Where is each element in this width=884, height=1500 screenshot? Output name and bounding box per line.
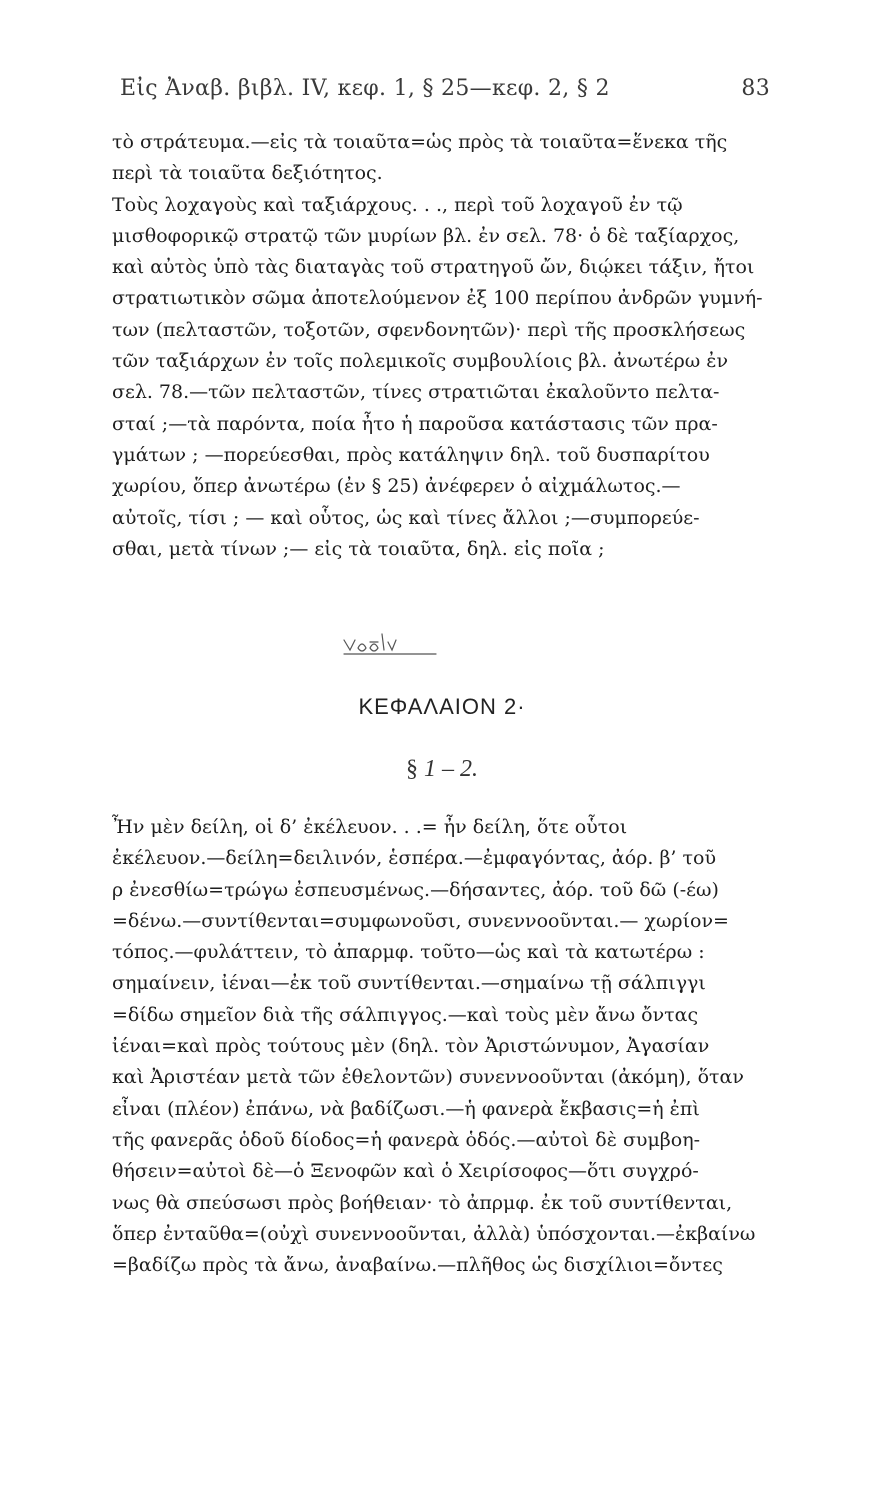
text-line: Ἦν μὲν δείλη, οἱ δ’ ἐκέλευον. . .= ἦν δείλη, ὅτε οὗτοι [112,816,628,838]
text-line: ρ ἐνεσθίω=τρώγω ἐσπευσμένως.—δήσαντες, ἀόρ. τοῦ δῶ (-έω) [112,878,719,901]
text-line: τῆς φανερᾶς ὁδοῦ δίοδος=ἡ φανερὰ ὁδός.—αὐτοὶ δὲ συμβοη- [112,1128,701,1151]
text-line: καὶ Ἀριστέαν μετὰ τῶν ἐθελοντῶν) συνεννοοῦνται (ἀκόμη), ὅταν [112,1066,744,1089]
text-line: σθαι, μετὰ τίνων ;— εἰς τὰ τοιαῦτα, δηλ. εἰς ποῖα ; [112,537,605,560]
text-line: θήσειν=αὐτοὶ δὲ—ὁ Ξενοφῶν καὶ ὁ Χειρίσοφος—ὅτι συγχρό- [112,1160,699,1183]
text-line: ὅπερ ἐνταῦθα=(οὐχὶ συνεννοοῦνται, ἀλλὰ) ὑπόσχονται.—ἐκβαίνω [112,1222,756,1245]
page-number: 83 [741,76,770,101]
text-line: τόπος.—φυλάττειν, τὸ ἀπαρμφ. τοῦτο—ὡς καὶ τὰ κατωτέρω : [112,941,705,964]
text-line: τῶν ταξιάρχων ἐν τοῖς πολεμικοῖς συμβουλίοις βλ. ἀνωτέρω ἐν [112,350,729,373]
text-line: μισθοφορικῷ στρατῷ τῶν μυρίων βλ. ἐν σελ. 78· ὁ δὲ ταξίαρχος, [112,224,740,247]
text-line: =βαδίζω πρὸς τὰ ἄνω, ἀναβαίνω.—πλῆθος ὡς δισχίλιοι=ὄντες [112,1254,723,1277]
section-symbol: § [406,756,418,782]
commentary-block-chapter-2 [112,812,772,1281]
chapter-title: ΚΕΦΑΛΑΙΟΝ 2· [358,694,526,719]
text-line: ἰέναι=καὶ πρὸς τούτους μὲν (δηλ. τὸν Ἀριστώνυμον, Ἀγασίαν [112,1035,710,1058]
text-line: σημαίνειν, ἰέναι—ἐκ τοῦ συντίθενται.—σημαίνω τῇ σάλπιγγι [112,972,706,995]
text-line: περὶ τὰ τοιαῦτα δεξιότητος. [112,162,383,185]
text-line: καὶ αὐτὸς ὑπὸ τὰς διαταγὰς τοῦ στρατηγοῦ ὤν, διῴκει τάξιν, ἤτοι [112,256,755,279]
text-line: νως θὰ σπεύσωσι πρὸς βοήθειαν· τὸ ἀπρμφ. ἐκ τοῦ συντίθενται, [112,1191,733,1214]
text-line: ἐκέλευον.—δείλη=δειλινόν, ἑσπέρα.—ἐμφαγόντας, ἀόρ. β’ τοῦ [112,847,717,870]
running-head-title: Εἰς Ἀναβ. βιβλ. IV, κεφ. 1, § 25—κεφ. 2, § 2 [120,76,610,101]
commentary-block-chapter-1 [112,127,772,565]
text-line: =δίδω σημεῖον διὰ τῆς σάλπιγγος.—καὶ τοὺς μὲν ἄνω ὄντας [112,1003,699,1026]
section-title [0,756,884,783]
text-line: σταί ;—τὰ παρόντα, ποία ἦτο ἡ παροῦσα κατάστασις τῶν πρα- [112,412,718,435]
text-line: στρατιωτικὸν σῶμα ἀποτελούμενον ἐξ 100 περίπου ἀνδρῶν γυμνή- [112,287,763,310]
text-line: χωρίου, ὅπερ ἀνωτέρω (ἐν § 25) ἀνέφερεν ὁ αἰχμάλωτος.— [112,475,681,498]
text-line: σελ. 78.—τῶν πελταστῶν, τίνες στρατιῶται ἐκαλοῦντο πελτα- [112,381,720,404]
text-line: τὸ στράτευμα.—εἰς τὰ τοιαῦτα=ὡς πρὸς τὰ τοιαῦτα=ἕνεκα τῆς [112,131,728,153]
section-range: 1 – 2. [424,756,478,782]
text-line: αὐτοῖς, τίσι ; — καὶ οὗτος, ὡς καὶ τίνες ἄλλοι ;—συμπορεύε- [112,506,700,529]
text-line: εἶναι (πλέον) ἐπάνω, νὰ βαδίζωσι.—ἡ φανερὰ ἔκβασις=ἡ ἐπὶ [112,1097,700,1120]
text-line: =δένω.—συντίθενται=συμφωνοῦσι, συνεννοοῦνται.— χωρίον= [112,909,729,932]
text-line: Τοὺς λοχαγοὺς καὶ ταξιάρχους. . ., περὶ τοῦ λοχαγοῦ ἐν τῷ [112,193,683,216]
text-line: των (πελταστῶν, τοξοτῶν, σφενδονητῶν)· περὶ τῆς προσκλήσεως [112,318,746,341]
handwritten-note [340,628,440,658]
text-line: γμάτων ; —πορεύεσθαι, πρὸς κατάληψιν δηλ. τοῦ δυσπαρίτου [112,443,710,466]
running-head [120,76,770,101]
